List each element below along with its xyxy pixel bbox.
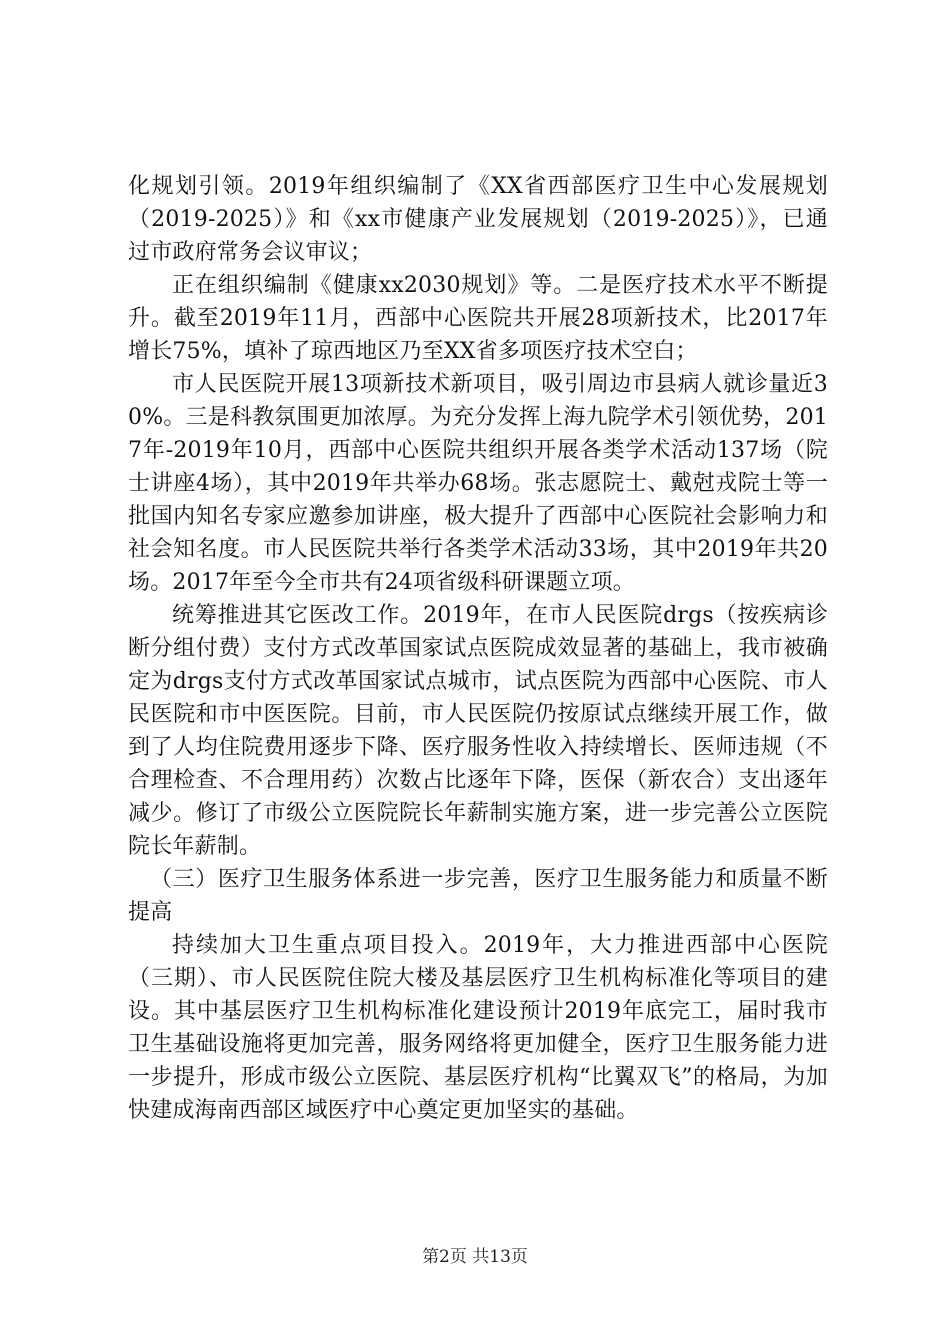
paragraph-academic-activities: 市人民医院开展13项新技术新项目，吸引周边市县病人就诊量近30%。三是科教氛围更加浓厚。为充分发挥上海九院学术引领优势，2017年-2019年10月，西部中心医院共组织开展各类学术活动137场（院士讲座4场），其中2019年共举办68场。张志愿院士、戴尅戎院士等一批国内知名专家应邀参加讲座，极大提升了西部中心医院社会影响力和社会知名度。市人民医院共举行各类学术活动33场，其中2019年共20场。2017年至今全市共有24项省级科研课题立项。 (128, 372, 828, 595)
paragraph-continuation: 化规划引领。2019年组织编制了《XX省西部医疗卫生中心发展规划（2019-2025）》和《xx市健康产业发展规划（2019-2025）》，已通过市政府常务会议审议； (128, 174, 828, 265)
paragraph-medical-technology: 正在组织编制《健康xx2030规划》等。二是医疗技术水平不断提升。截至2019年11月，西部中心医院共开展28项新技术，比2017年增长75%，填补了琼西地区乃至XX省多项医疗技术空白； (128, 273, 828, 364)
section-heading: （三）医疗卫生服务体系进一步完善，医疗卫生服务能力和质量不断提高 (128, 867, 828, 925)
document-body (128, 170, 828, 1127)
paragraph-medical-reform: 统筹推进其它医改工作。2019年，在市人民医院drgs（按疾病诊断分组付费）支付方式改革国家试点医院成效显著的基础上，我市被确定为drgs支付方式改革国家试点城市，试点医院为西部中心医院、市人民医院和市中医医院。目前，市人民医院仍按原试点继续开展工作，做到了人均住院费用逐步下降、医疗服务性收入持续增长、医师违规（不合理检查、不合理用药）次数占比逐年下降，医保（新农合）支出逐年减少。修订了市级公立医院院长年薪制实施方案，进一步完善公立医院院长年薪制。 (128, 603, 828, 859)
page-number-footer: 第2页 共13页 (422, 1247, 528, 1267)
paragraph-key-projects: 持续加大卫生重点项目投入。2019年，大力推进西部中心医院（三期）、市人民医院住院大楼及基层医疗卫生机构标准化等项目的建设。其中基层医疗卫生机构标准化建设预计2019年底完工，届时我市卫生基础设施将更加完善，服务网络将更加健全，医疗卫生服务能力进一步提升，形成市级公立医院、基层医疗机构“比翼双飞”的格局，为加快建成海南西部区域医疗中心奠定更加坚实的基础。 (128, 933, 828, 1123)
